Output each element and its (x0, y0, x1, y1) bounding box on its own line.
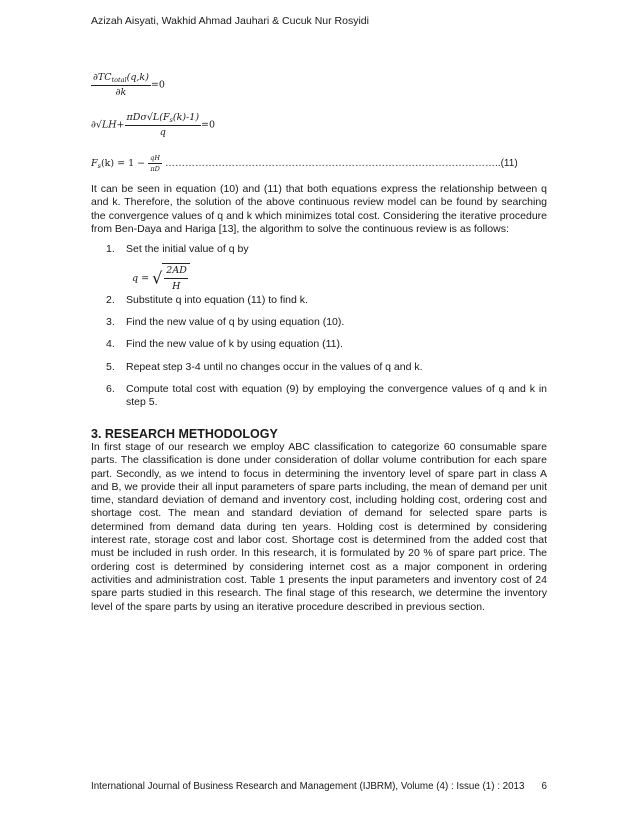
paragraph-methodology: In first stage of our research we employ ABC classification to categorize 60 consumable spare parts. The classification is done under consideration of dollar volume contribution for each spare part. Secondly, as we intend to focus in determining the inventory level of spare part in class A and B, we provide their all input parameters of spare parts including, the mean of demand per unit time, standard deviation of demand and inventory cost, including holding cost, ordering cost and shortage cost. The mean and standard deviation of demand for selected spare parts is determined from demand data during ten years. Holding cost is determined by considering interest rate, storage cost and labor cost. Shortage cost is determined from the added cost that must be included in rush order. In this research, it is formulated by 20 % of spare part price. The ordering cost is determined by considering internet cost as a major component in ordering activities and administration cost. Table 1 presents the input parameters and inventory cost of 24 spare parts studied in this research. The final stage of this research, we determine the inventory level of the spare parts by using an iterative procedure described in previous section. (91, 441, 547, 613)
list-item: 4. Find the new value of k by using equation (11). (106, 338, 343, 350)
list-item: 6. Compute total cost with equation (9) by employing the convergence values of q and k in step 5. (106, 383, 547, 409)
list-item: 5. Repeat step 3-4 until no changes occur in the values of q and k. (106, 361, 423, 373)
equation-11: $F_s(k) = 1$ − $\frac{qH}{\pi D}$ ………………………………………………………………………………………..(11) (91, 154, 518, 173)
equation-partial-k: $\frac{\partial TC_{total}(q,k)}{\partial k}$ =0 (93, 72, 165, 98)
list-item: 2. Substitute q into equation (11) to find k. (106, 294, 308, 306)
paragraph-algorithm-intro: It can be seen in equation (10) and (11) that both equations express the relationship between q and k. Therefore, the solution of the above continuous review model can be found by searching the convergence values of q and k which minimizes total cost. Considering the iterative procedure from Ben-Daya and Hariga [13], the algorithm to solve the continuous review is as follows: (91, 183, 547, 235)
equation-10: ∂√LH+ $\frac{\pi D\sigma√L(F_s(k)-1)}{q}$ =0 (91, 112, 216, 138)
list-item: 1. Set the initial value of q by (106, 243, 249, 255)
list-item: 3. Find the new value of q by using equation (10). (106, 316, 345, 328)
page-footer (91, 781, 547, 792)
equation-initial-q: $q = √\frac{2AD}{H}$ (132, 263, 190, 294)
page-number: 6 (541, 781, 547, 792)
running-header: Azizah Aisyati, Wakhid Ahmad Jauhari & Cucuk Nur Rosyidi (91, 15, 369, 27)
section-heading: 3. RESEARCH METHODOLOGY (91, 427, 278, 441)
footer-journal: International Journal of Business Research and Management (IJBRM), Volume (4) : Issue (1) : 2013 (91, 781, 525, 792)
